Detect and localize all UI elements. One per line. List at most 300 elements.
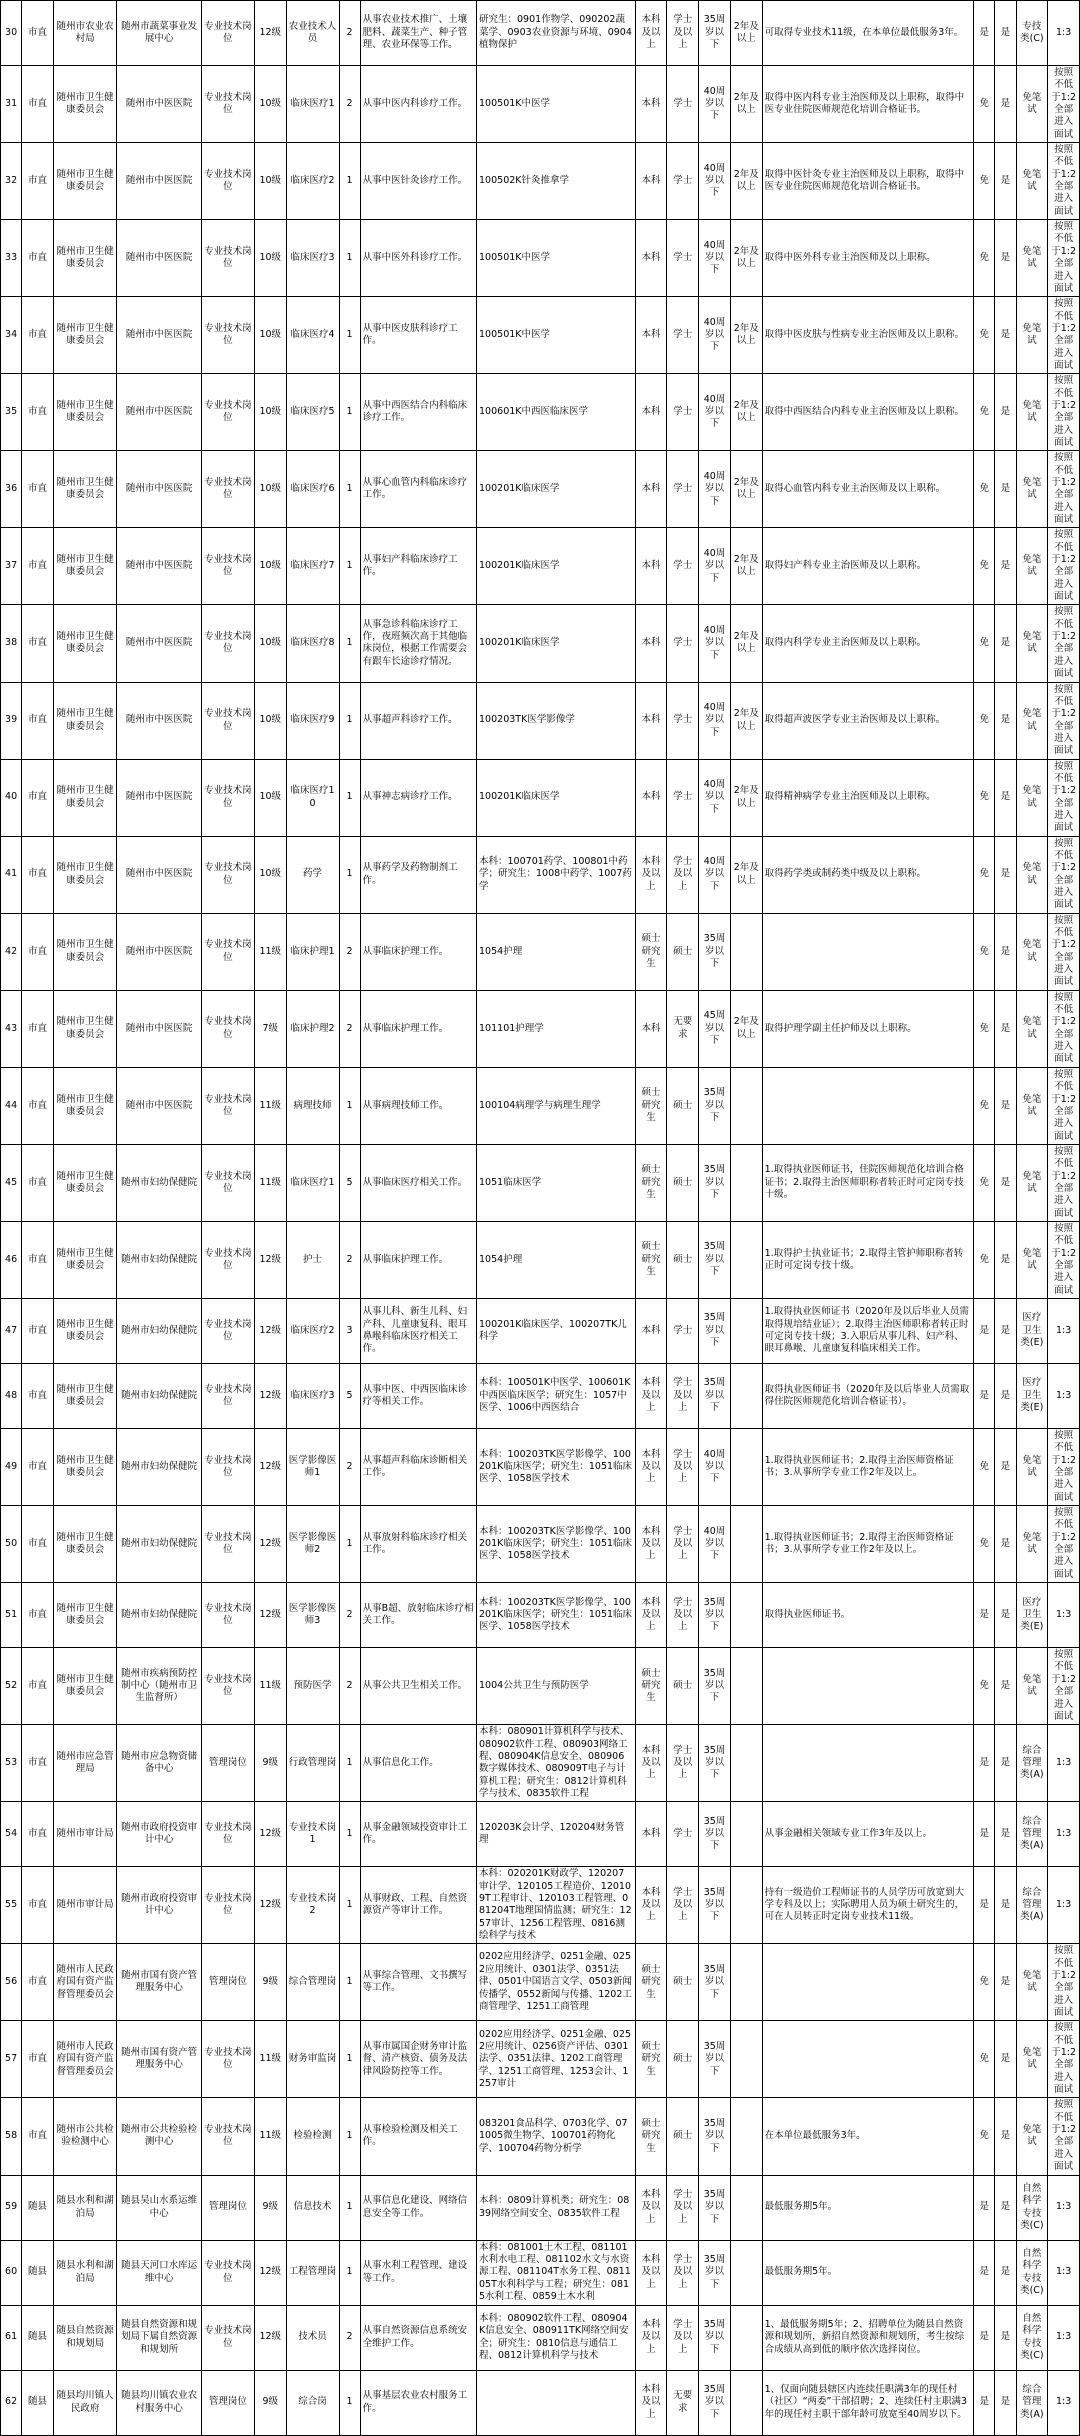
table-cell: 本科及以上 <box>635 1867 667 1944</box>
table-cell: 市直 <box>22 2098 54 2175</box>
table-cell: 从事临床医疗相关工作。 <box>360 1144 476 1221</box>
table-cell: 9级 <box>254 1944 286 2021</box>
table-cell: 1.取得执业医师证书（2020年及以后毕业人员需取得规培结业证）；2.取得主治医师职称者转正时可定岗专技十级；3.入职后从事儿科、妇产科、眼耳鼻喉、儿童康复科临床相关工作。 <box>762 1299 974 1364</box>
table-cell: 5 <box>339 1364 360 1429</box>
table-cell: 硕士研究生 <box>635 1221 667 1298</box>
table-cell: 随州市卫生健康委员会 <box>53 990 116 1067</box>
table-cell: 市直 <box>22 836 54 913</box>
table-row <box>1 1364 1080 1429</box>
table-cell: 是 <box>995 2021 1016 2098</box>
table-cell: 市直 <box>22 220 54 297</box>
table-cell: 是 <box>995 1144 1016 1221</box>
table-cell: 学士及以上 <box>667 1364 699 1429</box>
table-cell: 41 <box>1 836 22 913</box>
table-cell: 硕士 <box>667 913 699 990</box>
table-cell: 35周岁以下 <box>699 1067 731 1144</box>
table-row <box>1 143 1080 220</box>
table-cell: 学士 <box>667 1802 699 1867</box>
table-cell: 1 <box>339 2370 360 2435</box>
table-cell: 5 <box>339 1144 360 1221</box>
table-cell: 随县 <box>22 2240 54 2305</box>
table-cell: 120203K会计学、120204财务管理 <box>477 1802 636 1867</box>
table-cell: 47 <box>1 1299 22 1364</box>
table-cell: 专业技术岗位 <box>201 143 254 220</box>
table-row <box>1 1583 1080 1648</box>
table-cell: 自然科学专技类(C) <box>1016 2305 1048 2370</box>
table-cell: 免笔试 <box>1016 451 1048 528</box>
table-cell: 10级 <box>254 66 286 143</box>
table-cell: 学士 <box>667 759 699 836</box>
table-cell: 是 <box>995 1648 1016 1725</box>
table-cell: 55 <box>1 1867 22 1944</box>
table-cell: 技术员 <box>286 2305 339 2370</box>
table-cell: 083201食品科学、0703化学、071005微生物学、100701药物化学、100704药物分析学 <box>477 2098 636 2175</box>
table-cell: 临床医疗3 <box>286 1364 339 1429</box>
table-cell: 1 <box>339 1506 360 1583</box>
table-cell: 农业技术人员 <box>286 1 339 66</box>
table-cell: 市直 <box>22 1583 54 1648</box>
table-cell: 管理岗位 <box>201 1944 254 2021</box>
table-cell: 是 <box>995 1067 1016 1144</box>
table-cell: 取得超声波医学专业主治医师及以上职称。 <box>762 682 974 759</box>
table-cell: 随州市审计局 <box>53 1867 116 1944</box>
table-cell: 免 <box>974 682 995 759</box>
table-cell: 取得中医皮肤与性病专业主治医师及以上职称。 <box>762 297 974 374</box>
table-cell: 1:3 <box>1048 1802 1080 1867</box>
table-cell: 最低服务期5年。 <box>762 2240 974 2305</box>
table-cell: 学士及以上 <box>667 836 699 913</box>
table-cell: 是 <box>974 2175 995 2240</box>
table-cell: 37 <box>1 528 22 605</box>
table-cell: 市直 <box>22 1648 54 1725</box>
table-cell: 信息技术 <box>286 2175 339 2240</box>
table-cell: 管理岗位 <box>201 2175 254 2240</box>
table-cell: 7级 <box>254 990 286 1067</box>
table-cell: 是 <box>995 1725 1016 1802</box>
table-cell: 随州市卫生健康委员会 <box>53 759 116 836</box>
table-cell: 本科及以上 <box>635 1364 667 1429</box>
table-cell: 1、最低服务期5年；2、招聘单位为随县自然资源和规划所，新招自然资源和规划所，考生按综合成绩从高到低的顺序依次选择岗位。 <box>762 2305 974 2370</box>
table-cell: 本科 <box>635 374 667 451</box>
table-cell: 35周岁以下 <box>699 1944 731 2021</box>
table-cell: 随州市国有资产管理服务中心 <box>117 2021 202 2098</box>
table-cell: 医疗卫生类(E) <box>1016 1364 1048 1429</box>
table-cell: 按照不低于1:2全部进入面试 <box>1048 1221 1080 1298</box>
table-cell: 专业技术岗位 <box>201 220 254 297</box>
table-cell: 按照不低于1:2全部进入面试 <box>1048 605 1080 682</box>
table-cell: 12级 <box>254 2305 286 2370</box>
table-cell: 本科 <box>635 220 667 297</box>
table-cell: 1 <box>339 682 360 759</box>
table-cell: 35周岁以下 <box>699 913 731 990</box>
table-cell: 学士 <box>667 66 699 143</box>
table-cell <box>762 2021 974 2098</box>
table-cell: 54 <box>1 1802 22 1867</box>
table-cell: 市直 <box>22 528 54 605</box>
table-cell: 从事金融相关领域专业工作3年及以上。 <box>762 1802 974 1867</box>
table-cell: 1:3 <box>1048 2175 1080 2240</box>
table-cell: 免 <box>974 528 995 605</box>
table-cell: 0202应用经济学、0251金融、0252应用统计、0256资产评估、0301法学、0351法律、1202工商管理学、1251工商管理、1253会计、1257审计 <box>477 2021 636 2098</box>
table-cell: 11级 <box>254 1067 286 1144</box>
table-cell: 市直 <box>22 1944 54 2021</box>
table-cell <box>730 1429 762 1506</box>
table-cell: 免笔试 <box>1016 2021 1048 2098</box>
table-cell: 随县水利和湖泊局 <box>53 2240 116 2305</box>
table-cell: 60 <box>1 2240 22 2305</box>
table-cell: 取得执业医师证书。 <box>762 1583 974 1648</box>
table-cell: 1.取得执业医师证书；2.取得主治医师资格证书；3.从事所学专业工作2年及以上。 <box>762 1506 974 1583</box>
table-row <box>1 836 1080 913</box>
table-row <box>1 220 1080 297</box>
table-cell <box>730 2175 762 2240</box>
table-cell: 12级 <box>254 1802 286 1867</box>
table-cell: 最低服务期5年。 <box>762 2175 974 2240</box>
table-cell: 随州市卫生健康委员会 <box>53 374 116 451</box>
table-cell <box>730 1364 762 1429</box>
table-cell: 是 <box>995 913 1016 990</box>
table-cell: 取得护理学副主任护师及以上职称。 <box>762 990 974 1067</box>
table-cell: 护士 <box>286 1221 339 1298</box>
table-cell: 免 <box>974 605 995 682</box>
table-cell: 硕士 <box>667 1144 699 1221</box>
table-cell: 专业技术岗位 <box>201 451 254 528</box>
table-cell: 临床医疗1 <box>286 1144 339 1221</box>
table-cell: 随州市卫生健康委员会 <box>53 1144 116 1221</box>
table-cell: 1 <box>339 451 360 528</box>
table-cell: 是 <box>974 2240 995 2305</box>
table-row <box>1 1067 1080 1144</box>
table-cell: 51 <box>1 1583 22 1648</box>
table-cell: 1 <box>339 143 360 220</box>
table-cell: 1:3 <box>1048 1364 1080 1429</box>
table-cell: 取得中医针灸专业主治医师及以上职称，取得中医专业住院医师规范化培训合格证书。 <box>762 143 974 220</box>
table-cell: 是 <box>974 2370 995 2435</box>
table-cell: 是 <box>974 1802 995 1867</box>
table-cell: 2 <box>339 1429 360 1506</box>
table-cell: 10级 <box>254 836 286 913</box>
table-cell: 从事自然资源信息系统安全维护工作。 <box>360 2305 476 2370</box>
table-cell: 2年及以上 <box>730 605 762 682</box>
table-cell: 硕士 <box>667 2098 699 2175</box>
table-cell: 研究生：0901作物学、090202蔬菜学、0903农业资源与环境、0904植物保护 <box>477 1 636 66</box>
table-cell: 学士 <box>667 1299 699 1364</box>
table-cell: 从事急诊科临床诊疗工作，夜班频次高于其他临床岗位，根据工作需要会有跟车长途诊疗情况。 <box>360 605 476 682</box>
table-cell: 40 <box>1 759 22 836</box>
table-cell: 1:3 <box>1048 2305 1080 2370</box>
table-cell: 随州市公共检验检测中心 <box>53 2098 116 2175</box>
table-cell: 本科：080902软件工程、080904K信息安全、080911TK网络空间安全；研究生：0810信息与通信工程、0812计算机科学与技术 <box>477 2305 636 2370</box>
table-cell: 无要求 <box>667 2370 699 2435</box>
table-cell: 44 <box>1 1067 22 1144</box>
table-cell: 硕士研究生 <box>635 1144 667 1221</box>
table-cell: 临床医疗1 <box>286 66 339 143</box>
table-cell: 按照不低于1:2全部进入面试 <box>1048 220 1080 297</box>
table-cell: 随州市中医医院 <box>117 759 202 836</box>
table-cell: 专业技术岗位 <box>201 682 254 759</box>
table-cell: 48 <box>1 1364 22 1429</box>
table-row <box>1 759 1080 836</box>
table-cell: 35周岁以下 <box>699 1144 731 1221</box>
table-cell: 随县均川镇农业农村服务中心 <box>117 2370 202 2435</box>
table-cell: 2年及以上 <box>730 682 762 759</box>
table-cell: 随州市人民政府国有资产监督管理委员会 <box>53 2021 116 2098</box>
table-cell <box>730 913 762 990</box>
table-cell: 专业技术岗位 <box>201 2240 254 2305</box>
table-cell: 2年及以上 <box>730 1 762 66</box>
table-cell: 是 <box>995 1802 1016 1867</box>
table-cell: 1004公共卫生与预防医学 <box>477 1648 636 1725</box>
table-cell: 随州市妇幼保健院 <box>117 1429 202 1506</box>
table-cell: 是 <box>974 1299 995 1364</box>
table-row <box>1 1648 1080 1725</box>
table-cell: 随州市政府投资审计中心 <box>117 1802 202 1867</box>
table-cell: 随州市国有资产管理服务中心 <box>117 1944 202 2021</box>
table-cell: 专业技术岗位 <box>201 1583 254 1648</box>
table-cell: 随州市中医医院 <box>117 528 202 605</box>
table-cell: 免 <box>974 2021 995 2098</box>
table-cell: 综合管理类(A) <box>1016 1725 1048 1802</box>
table-cell: 是 <box>974 1 995 66</box>
table-cell: 硕士研究生 <box>635 1648 667 1725</box>
table-cell: 57 <box>1 2021 22 2098</box>
table-cell: 40周岁以下 <box>699 605 731 682</box>
table-cell: 2年及以上 <box>730 990 762 1067</box>
table-cell: 免笔试 <box>1016 297 1048 374</box>
table-cell: 100201K临床医学 <box>477 528 636 605</box>
table-cell: 33 <box>1 220 22 297</box>
table-cell: 2年及以上 <box>730 220 762 297</box>
table-cell: 财务审监岗 <box>286 2021 339 2098</box>
table-row <box>1 66 1080 143</box>
table-cell: 市直 <box>22 1 54 66</box>
table-cell: 免笔试 <box>1016 1506 1048 1583</box>
table-cell: 综合管理类(A) <box>1016 2370 1048 2435</box>
table-cell: 随县 <box>22 2305 54 2370</box>
table-cell: 1 <box>339 2240 360 2305</box>
table-cell <box>730 1067 762 1144</box>
table-cell: 本科 <box>635 528 667 605</box>
table-cell: 1054护理 <box>477 913 636 990</box>
table-cell: 从事儿科、新生儿科、妇产科、儿童康复科、眼耳鼻喉科临床医疗相关工作。 <box>360 1299 476 1364</box>
table-cell: 硕士 <box>667 1648 699 1725</box>
table-cell: 本科 <box>635 66 667 143</box>
table-cell: 40周岁以下 <box>699 220 731 297</box>
table-cell: 11级 <box>254 1144 286 1221</box>
table-cell: 随州市中医医院 <box>117 220 202 297</box>
table-cell: 免笔试 <box>1016 220 1048 297</box>
table-cell: 10级 <box>254 759 286 836</box>
table-row <box>1 297 1080 374</box>
table-cell: 40周岁以下 <box>699 297 731 374</box>
table-cell: 持有一级造价工程师证书的人员学历可放宽到大学专科及以上；实际聘用人员为硕士研究生的，可在人员转正时定岗专业技术11级。 <box>762 1867 974 1944</box>
table-cell: 39 <box>1 682 22 759</box>
table-cell: 随州市卫生健康委员会 <box>53 1583 116 1648</box>
table-cell: 专业技术岗位 <box>201 1506 254 1583</box>
table-cell: 市直 <box>22 1506 54 1583</box>
table-cell: 本科 <box>635 759 667 836</box>
table-cell: 1 <box>339 374 360 451</box>
table-cell <box>477 2370 636 2435</box>
table-cell: 专业技术岗位 <box>201 1067 254 1144</box>
table-cell: 随州市应急管理局 <box>53 1725 116 1802</box>
table-cell: 免笔试 <box>1016 682 1048 759</box>
table-cell: 1.取得护士执业证书；2.取得主管护师职称者转正时可定岗专技十级。 <box>762 1221 974 1298</box>
table-cell: 市直 <box>22 374 54 451</box>
table-cell: 1054护理 <box>477 1221 636 1298</box>
table-cell: 学士 <box>667 297 699 374</box>
table-cell: 10级 <box>254 374 286 451</box>
table-cell: 专业技术岗位 <box>201 836 254 913</box>
table-cell: 35周岁以下 <box>699 1648 731 1725</box>
table-row <box>1 1299 1080 1364</box>
table-cell: 学士 <box>667 528 699 605</box>
table-cell: 12级 <box>254 1429 286 1506</box>
table-cell: 医学影像医师3 <box>286 1583 339 1648</box>
table-cell: 免笔试 <box>1016 1221 1048 1298</box>
table-cell: 1:3 <box>1048 1867 1080 1944</box>
table-cell: 35周岁以下 <box>699 1364 731 1429</box>
table-cell: 专业技术岗位 <box>201 1144 254 1221</box>
table-cell: 专业技术岗位 <box>201 759 254 836</box>
table-cell: 按照不低于1:2全部进入面试 <box>1048 374 1080 451</box>
table-cell: 49 <box>1 1429 22 1506</box>
table-cell: 从事临床护理工作。 <box>360 913 476 990</box>
table-cell: 取得妇产科专业主治医师及以上职称。 <box>762 528 974 605</box>
table-cell: 随县自然资源和规划局下属自然资源和规划所 <box>117 2305 202 2370</box>
table-cell: 是 <box>995 451 1016 528</box>
table-row <box>1 1429 1080 1506</box>
table-cell: 31 <box>1 66 22 143</box>
table-cell: 11级 <box>254 2098 286 2175</box>
table-cell: 市直 <box>22 1725 54 1802</box>
table-cell: 取得执业医师证书（2020年及以后毕业人员需取得住院医师规范化培训合格证书）。 <box>762 1364 974 1429</box>
table-cell: 12级 <box>254 1583 286 1648</box>
table-cell: 10级 <box>254 605 286 682</box>
table-row <box>1 2240 1080 2305</box>
table-cell: 100601K中西医临床医学 <box>477 374 636 451</box>
table-cell: 是 <box>995 143 1016 220</box>
table-cell: 免笔试 <box>1016 913 1048 990</box>
table-cell: 按照不低于1:2全部进入面试 <box>1048 143 1080 220</box>
table-row <box>1 2098 1080 2175</box>
table-cell: 是 <box>995 1 1016 66</box>
table-cell: 从事基层农业农村服务工作。 <box>360 2370 476 2435</box>
table-row <box>1 605 1080 682</box>
table-cell: 2 <box>339 1648 360 1725</box>
table-cell: 从事市属国企财务审计监督、清产核资、债务及法律风险防控等工作。 <box>360 2021 476 2098</box>
table-cell: 临床医疗8 <box>286 605 339 682</box>
table-cell: 本科 <box>635 682 667 759</box>
table-cell: 40周岁以下 <box>699 759 731 836</box>
table-cell: 检验检测 <box>286 2098 339 2175</box>
table-cell: 硕士研究生 <box>635 2098 667 2175</box>
table-cell: 是 <box>995 990 1016 1067</box>
table-cell: 2年及以上 <box>730 451 762 528</box>
table-row <box>1 1221 1080 1298</box>
table-cell: 随州市中医医院 <box>117 836 202 913</box>
table-cell: 本科及以上 <box>635 1725 667 1802</box>
table-cell: 40周岁以下 <box>699 451 731 528</box>
table-cell: 免 <box>974 374 995 451</box>
table-cell: 学士及以上 <box>667 1506 699 1583</box>
table-cell: 2年及以上 <box>730 143 762 220</box>
table-cell: 随州市妇幼保健院 <box>117 1506 202 1583</box>
table-row <box>1 1506 1080 1583</box>
table-cell: 硕士研究生 <box>635 913 667 990</box>
table-cell: 1 <box>339 2098 360 2175</box>
table-cell: 市直 <box>22 1364 54 1429</box>
table-cell: 在本单位最低服务3年。 <box>762 2098 974 2175</box>
table-cell: 学士 <box>667 451 699 528</box>
table-cell: 是 <box>995 682 1016 759</box>
table-cell: 35 <box>1 374 22 451</box>
table-cell: 取得精神病学专业主治医师及以上职称。 <box>762 759 974 836</box>
table-cell: 36 <box>1 451 22 528</box>
table-cell: 取得中医内科专业主治医师及以上职称，取得中医专业住院医师规范化培训合格证书。 <box>762 66 974 143</box>
table-cell: 10级 <box>254 528 286 605</box>
table-cell: 是 <box>974 1867 995 1944</box>
table-cell: 1:3 <box>1048 1299 1080 1364</box>
table-cell: 随州市卫生健康委员会 <box>53 1067 116 1144</box>
table-cell: 从事超声科临床诊断相关工作。 <box>360 1429 476 1506</box>
table-cell: 按照不低于1:2全部进入面试 <box>1048 1144 1080 1221</box>
table-cell: 随州市中医医院 <box>117 990 202 1067</box>
table-cell: 是 <box>995 1299 1016 1364</box>
table-cell: 40周岁以下 <box>699 66 731 143</box>
table-cell: 35周岁以下 <box>699 1221 731 1298</box>
table-cell: 12级 <box>254 1364 286 1429</box>
table-cell: 42 <box>1 913 22 990</box>
table-cell: 学士 <box>667 682 699 759</box>
table-cell: 从事神志病诊疗工作。 <box>360 759 476 836</box>
table-row <box>1 1 1080 66</box>
table-cell: 是 <box>995 1583 1016 1648</box>
table-cell: 100502K针灸推拿学 <box>477 143 636 220</box>
table-cell: 35周岁以下 <box>699 2305 731 2370</box>
table-cell: 9级 <box>254 2370 286 2435</box>
table-cell: 是 <box>995 2098 1016 2175</box>
table-cell: 学士及以上 <box>667 1867 699 1944</box>
table-cell: 随州市中医医院 <box>117 913 202 990</box>
table-cell: 是 <box>995 1506 1016 1583</box>
table-cell: 从事中医外科诊疗工作。 <box>360 220 476 297</box>
table-cell: 按照不低于1:2全部进入面试 <box>1048 1648 1080 1725</box>
table-row <box>1 2370 1080 2435</box>
table-row <box>1 913 1080 990</box>
table-cell: 1 <box>339 1725 360 1802</box>
table-cell: 100201K临床医学 <box>477 759 636 836</box>
table-cell: 2年及以上 <box>730 836 762 913</box>
table-cell: 随州市人民政府国有资产监督管理委员会 <box>53 1944 116 2021</box>
table-cell: 62 <box>1 2370 22 2435</box>
table-cell: 专业技术岗位 <box>201 1221 254 1298</box>
table-cell: 是 <box>974 2305 995 2370</box>
table-cell: 临床医疗9 <box>286 682 339 759</box>
table-cell: 35周岁以下 <box>699 1299 731 1364</box>
table-cell: 免笔试 <box>1016 2098 1048 2175</box>
table-cell: 按照不低于1:2全部进入面试 <box>1048 451 1080 528</box>
table-cell: 随州市中医医院 <box>117 1067 202 1144</box>
table-cell: 免 <box>974 143 995 220</box>
table-cell: 按照不低于1:2全部进入面试 <box>1048 66 1080 143</box>
table-cell: 随州市卫生健康委员会 <box>53 682 116 759</box>
table-cell <box>730 2370 762 2435</box>
table-cell: 是 <box>995 2305 1016 2370</box>
table-cell: 从事水利工程管理、建设等工作。 <box>360 2240 476 2305</box>
table-cell: 10级 <box>254 220 286 297</box>
table-cell: 随州市卫生健康委员会 <box>53 143 116 220</box>
